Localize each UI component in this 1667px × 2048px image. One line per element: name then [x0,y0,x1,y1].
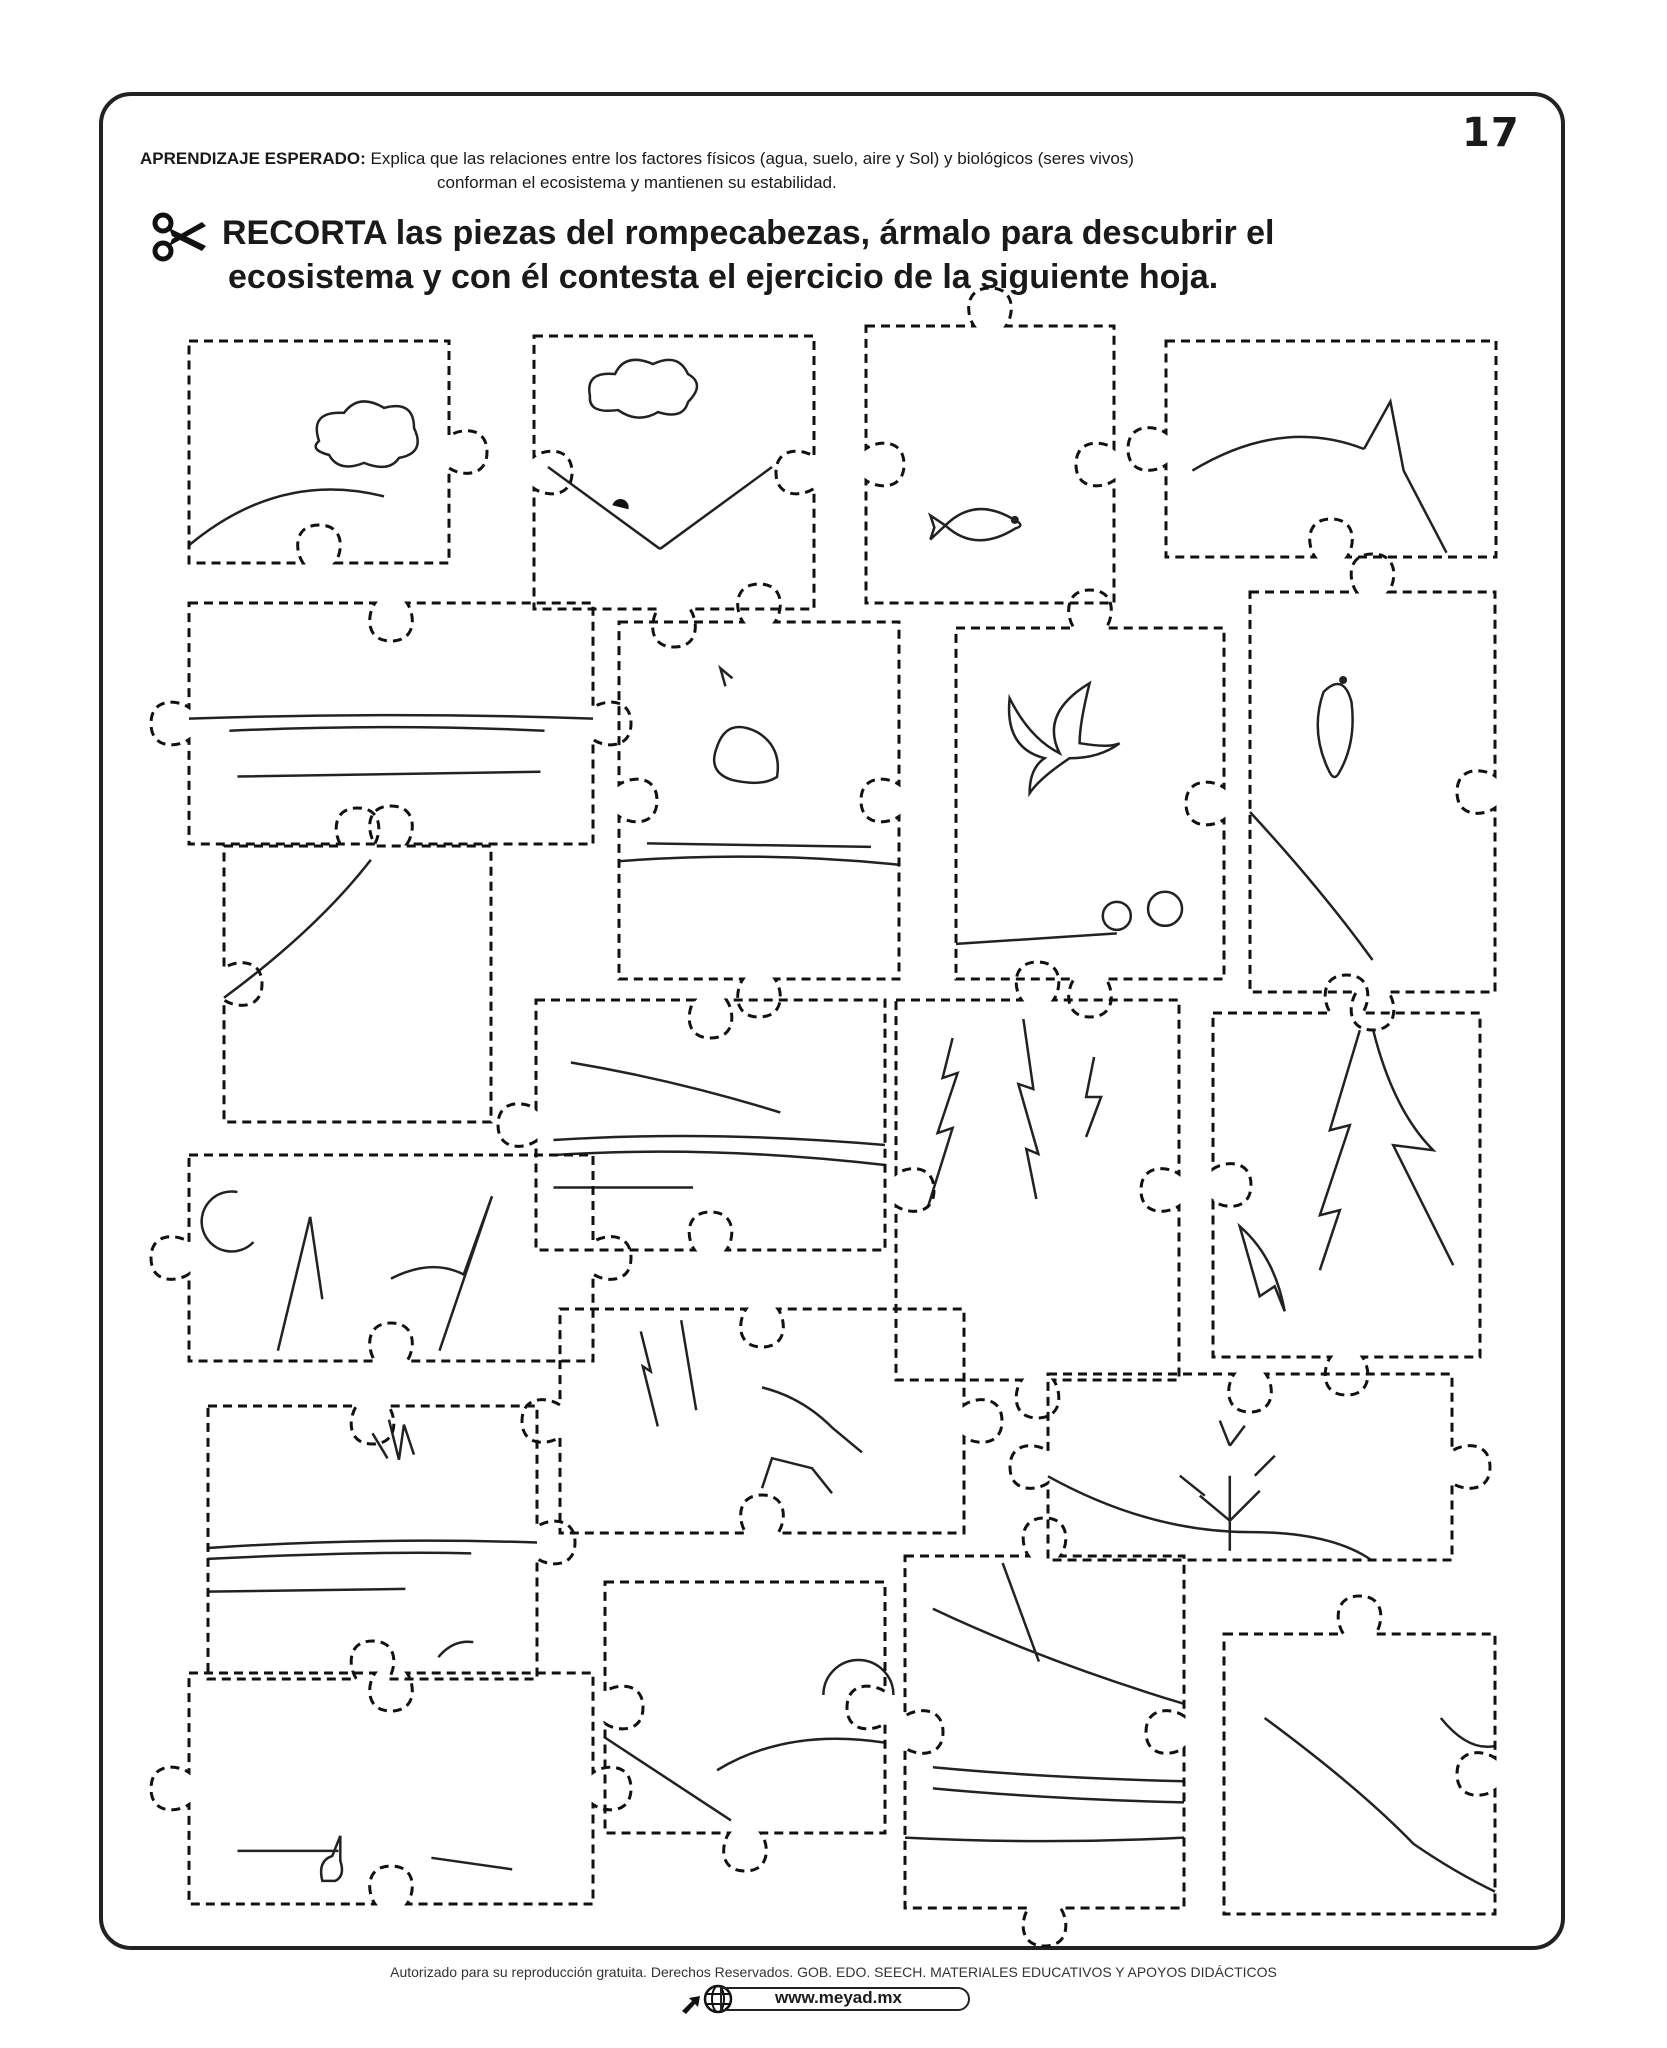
website-badge[interactable] [680,1983,978,2015]
puzzle-piece-20[interactable] [1180,1590,1539,1958]
piece-illustration-pine-tree-and-fox-tail [1240,1030,1454,1311]
objective-text: Explica que las relaciones entre los factores físicos (agua, suelo, aire y Sol) y biológicos (seres vivos) [370,149,1134,168]
piece-illustration-hand-and-river [905,1563,1184,1841]
cut-line [905,1518,1184,1946]
cut-line [151,1673,631,1904]
piece-illustration-dove-and-flowers [956,683,1182,944]
puzzle-piece-19[interactable] [861,1512,1228,1952]
copyright-notice: Autorizado para su reproducción gratuita. Derechos Reservados. GOB. EDO. SEECH. MATERIALES EDUCATIVOS Y APOYOS DIDÁCTICOS [390,1964,1277,1980]
cut-line [522,1309,1002,1533]
piece-illustration-fish-in-water [930,509,1020,540]
objective-label: APRENDIZAJE ESPERADO: [140,149,366,168]
piece-illustration-rabbit-on-riverbank [619,668,899,865]
cut-line [1224,1596,1495,1914]
piece-illustration-river-banks [189,715,593,776]
piece-illustration-pine-trees [928,1019,1102,1208]
objective-line-2: conforman el ecosistema y mantienen su estabilidad. [437,173,837,192]
instruction-line-2: ecosistema y con él contesta el ejercicio de la siguiente hoja. [228,258,1219,296]
page-number: 17 [1462,110,1520,156]
cut-line [224,808,491,1122]
cut-line [956,590,1224,1017]
instruction-line-1: RECORTA las piezas del rompecabezas, ármalo para descubrir el [222,214,1275,252]
piece-illustration-rabbit-ears-ground [237,1836,512,1881]
piece-illustration-hill-slope [224,860,371,998]
piece-illustration-fish-and-stream [1250,676,1373,960]
cut-line [866,288,1114,603]
cut-line [605,1582,885,1871]
cut-line [189,341,487,563]
piece-illustration-sun-and-mountains [202,1192,492,1351]
piece-illustration-grass-and-river-fish [208,1420,537,1658]
piece-illustration-cloud-and-hills [189,401,418,545]
piece-illustration-slope-corner [1265,1718,1495,1892]
piece-illustration-sun-and-land [605,1660,893,1821]
website-url[interactable]: www.meyad.mx [775,1988,902,2007]
cut-line [1128,341,1496,557]
cut-line [619,584,899,1017]
piece-illustration-mountain-peaks [1192,401,1446,552]
piece-illustration-cloud-and-slopes [548,360,772,549]
puzzle-piece-8[interactable] [1206,548,1539,1036]
